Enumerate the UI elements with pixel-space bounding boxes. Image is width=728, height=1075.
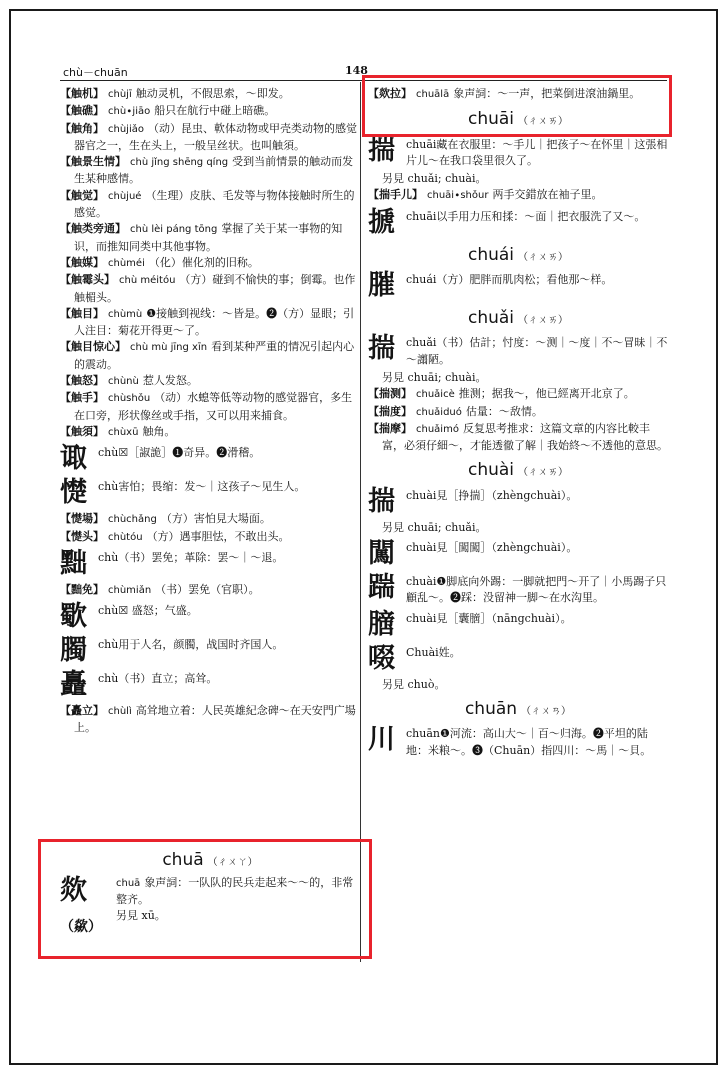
definition-text: ❶接触到视线：～皆是。❷（方）显眼；引人注目：菊花开得更～了。: [74, 306, 355, 338]
pinyin: chùxū: [108, 426, 139, 438]
headword-block: [368, 333, 668, 368]
dictionary-entry: [60, 121, 357, 155]
pinyin: chù méitóu: [119, 275, 176, 287]
dictionary-entry: [60, 703, 357, 737]
pinyin: chùmù: [108, 308, 143, 320]
section-pinyin: chuái: [467, 244, 515, 265]
column-divider: [360, 82, 361, 962]
headword-block: [368, 270, 668, 302]
definition-text: （书）估計；忖度：～测｜～度｜不～冒昧｜不～譾陋。: [406, 336, 668, 366]
headword-block: [60, 635, 357, 667]
dictionary-entry: [60, 272, 357, 306]
entry-headword: 【揣手儿】: [368, 188, 423, 202]
definition: [406, 724, 668, 759]
definition-text: 触角。: [142, 424, 176, 438]
left-column: [60, 86, 357, 737]
definition-text: ☒［諔詭］❶奇异。❷滑稽。: [118, 446, 261, 460]
headword-char: 诹: [60, 443, 87, 475]
pinyin: chuài: [406, 575, 437, 589]
definition-text: （书）直立；高耸。: [118, 672, 218, 686]
headword-block: [60, 477, 357, 509]
section-zhuyin: （ㄔㄨㄞ）: [518, 251, 569, 263]
headword-char: 矗: [60, 669, 87, 701]
section-zhuyin: （ㄔㄨㄢ）: [521, 705, 572, 717]
dictionary-entry: [368, 404, 668, 421]
pinyin: chuái: [406, 273, 437, 287]
entry-headword: 【触目】: [60, 306, 104, 320]
definition: [406, 538, 668, 556]
pinyin: chùméi: [108, 257, 145, 269]
entry-headword: 【触怒】: [60, 374, 104, 388]
right-column: [368, 86, 668, 761]
pinyin: chùnù: [108, 376, 139, 388]
definition: [406, 486, 668, 504]
definition-text: 見［挣揣］（zhèngchuài）。: [436, 488, 578, 502]
headword-char: 揣: [368, 134, 395, 166]
pinyin: chuǎiduó: [416, 406, 462, 418]
definition: [98, 548, 357, 566]
pinyin: chù: [98, 480, 119, 494]
entry-headword: 【揣测】: [368, 387, 412, 401]
entry-headword: 【揣摩】: [368, 421, 412, 435]
entry-headword: 【黜免】: [60, 582, 104, 596]
definition-text: （化）催化剂的旧称。: [148, 255, 259, 269]
entry-headword: 【触目惊心】: [60, 340, 126, 354]
dictionary-entry: [368, 187, 668, 204]
dictionary-entry: 【欻拉】 chuālā 象声詞：～一声，把菜倒进滾油鍋里。: [368, 87, 641, 100]
dictionary-entry: [368, 386, 668, 403]
entry-headword: 【矗立】: [60, 704, 104, 718]
definition-text: 害怕；畏缩：发～｜这孩子～见生人。: [118, 480, 306, 494]
dictionary-entry: [60, 154, 357, 188]
entry-headword: 【触媒】: [60, 255, 104, 269]
pinyin: chuǎimó: [416, 423, 459, 435]
pinyin: chùtóu: [108, 531, 143, 543]
definition-text: 船只在航行中碰上暗礁。: [154, 104, 276, 118]
definition-text: 姓。: [438, 645, 461, 659]
definition-text: 估量：～敌情。: [465, 404, 543, 418]
pinyin: chù mù jīng xīn: [130, 342, 208, 354]
pinyin: chuǎicè: [416, 389, 455, 401]
pinyin: chuài: [406, 611, 437, 625]
entry-headword: 【触类旁通】: [60, 222, 126, 236]
entry-headword: 【触須】: [60, 424, 104, 438]
pinyin: Chuài: [406, 645, 439, 659]
definition: [98, 443, 357, 461]
definition: [98, 477, 357, 495]
definition-text: 見［囊膪］（nāngchuài）。: [436, 611, 572, 625]
section-pinyin: chuǎi: [467, 308, 515, 329]
definition: [406, 207, 668, 225]
definition-text: （动）昆虫、軟体动物或甲壳类动物的感觉器官之一，生在头上，一般呈丝状。也叫触須。: [74, 121, 357, 152]
headword-char: 揣: [368, 485, 395, 517]
pinyin: chù∙jiāo: [108, 106, 151, 118]
definition-text: 藏在衣服里：～手儿｜把孩子～在怀里｜这張相片儿～在我口袋里很久了。: [406, 137, 668, 167]
page-number: 148: [345, 64, 368, 77]
definition-text: ☒ 盛怒；气盛。: [118, 604, 198, 618]
definition: [406, 135, 668, 170]
definition: [406, 333, 668, 368]
pinyin: chùmiǎn: [108, 584, 152, 596]
section-heading: [368, 244, 668, 266]
pinyin: chù: [98, 550, 119, 564]
definition-text: 两手交錯放在袖子里。: [492, 188, 603, 202]
headword-char: 川: [368, 724, 395, 756]
headword-char: 膗: [368, 270, 395, 302]
headword-block: [368, 643, 668, 675]
entry-headword: 【触觉】: [60, 188, 104, 202]
headword-block: [368, 538, 668, 570]
headword-char: 闖: [368, 538, 395, 570]
definition-text: （书）罢免（官职）。: [155, 582, 260, 596]
pinyin: chù lèi páng tōng: [130, 224, 218, 236]
pinyin: chù: [98, 446, 119, 460]
pinyin: chuāi: [406, 137, 437, 151]
definition: [98, 635, 357, 653]
headword-char: 膪: [368, 608, 395, 640]
headword-char: 歜: [60, 601, 87, 633]
section-pinyin: chuāi: [467, 109, 515, 130]
dictionary-entry: [60, 582, 357, 599]
definition-text: （动）水螅等低等动物的感觉器官，多生在口旁，形状像丝或手指，又可以用来捕食。: [74, 391, 353, 422]
definition-text: （方）碰到不愉快的事；倒霉。也作触楣头。: [74, 273, 356, 304]
definition-text: （方）害怕見大場面。: [160, 512, 271, 526]
dictionary-entry: [60, 188, 357, 222]
entry-headword: 【触礁】: [60, 104, 104, 118]
pinyin: chùshǒu: [108, 393, 151, 405]
dictionary-entry: [60, 103, 357, 120]
section-heading: [368, 698, 668, 720]
definition-text: 掌握了关于某一事物的知识，而推知同类中其他事物。: [74, 222, 343, 253]
pinyin: chùlì: [108, 706, 132, 718]
definition-text: 用于人名，颜臅，战国时齐国人。: [118, 638, 284, 652]
definition-text: 反复思考推求：这篇文章的内容比較丰富，必須仔細～，才能透徹了解｜我始終～不透他的意思。: [382, 421, 668, 453]
dictionary-entry: [60, 221, 357, 255]
pinyin: chùchǎng: [108, 514, 157, 526]
pinyin: chùjī: [108, 89, 132, 100]
pinyin: chuǎi: [406, 336, 437, 350]
definition: [406, 270, 668, 288]
entry-headword: 【触机】: [60, 87, 104, 100]
pinyin: chùjué: [108, 190, 142, 202]
headword-block: [60, 443, 357, 475]
headword-char: 黜: [60, 547, 87, 579]
pinyin: chuān: [406, 727, 440, 741]
definition-text: 触动灵机，不假思索，～即发。: [135, 87, 290, 100]
definition: [406, 572, 668, 607]
dictionary-entry: [60, 255, 357, 272]
section-zhuyin: （ㄔㄨㄞ）: [518, 116, 569, 128]
dictionary-entry: [60, 390, 357, 424]
headword-char: 臅: [60, 635, 87, 667]
pinyin: chù: [98, 672, 119, 686]
definition-text: 惹人发怒。: [142, 374, 198, 388]
section-heading: [368, 310, 668, 329]
dictionary-entry: [60, 511, 357, 528]
definition: [406, 609, 668, 627]
see-also: 另見 chuǎi; chuài。: [382, 172, 487, 186]
definition-text: 見［闖闖］（zhèngchuài）。: [436, 541, 578, 555]
section-pinyin: chuān: [464, 698, 518, 719]
definition-text: ❶河流：高山大～｜百～归海。❷平坦的陆地：米粮～。❸（Chuān）指四川：～馬｜～貝。: [406, 727, 652, 757]
highlight-box: [362, 75, 672, 137]
definition-text: （方）遇事胆怯，不敢出头。: [146, 529, 290, 543]
headword-char: 搋: [368, 206, 395, 238]
headword-char: 揣: [368, 333, 395, 365]
dictionary-entry: [368, 421, 668, 455]
definition-text: 高耸地立着：人民英雄紀念碑～在天安門广場上。: [74, 704, 356, 735]
headword-block: [368, 135, 668, 170]
definition-text: 受到当前情景的触动而发生某种感情。: [74, 155, 354, 186]
definition-text: （书）罢免；革除：罢～｜～退。: [118, 550, 284, 564]
headword-char: 憷: [60, 477, 87, 509]
see-also: 另見 chuāi; chuǎi。: [382, 520, 487, 534]
section-zhuyin: （ㄔㄨㄞ）: [518, 467, 569, 479]
definition-text: （方）肥胖而肌肉松；看他那～样。: [436, 273, 613, 287]
headword-block: [60, 548, 357, 580]
definition-text: ❶脚底向外踢：一脚就把門～开了｜小馬踢子只顧乱～。❷踩：没留神一脚～在水沟里。: [406, 575, 667, 605]
dictionary-entry: [60, 339, 357, 373]
pinyin: chuài: [406, 488, 437, 502]
section-heading: [368, 462, 668, 481]
section-zhuyin: （ㄔㄨㄞ）: [518, 315, 569, 327]
pinyin: chuài: [406, 541, 437, 555]
running-header: chù－chuān: [63, 66, 128, 79]
entry-headword: 【触手】: [60, 391, 104, 405]
see-also: 另見 chuò。: [382, 677, 446, 691]
entry-headword: 【憷場】: [60, 512, 104, 526]
headword-block: [60, 669, 357, 701]
headword-char: 欻（歘）: [60, 875, 102, 935]
pinyin: chù: [98, 638, 119, 652]
definition: chuā 象声詞：一队队的民兵走起来～～的，非常整齐。: [116, 876, 354, 906]
definition: [98, 601, 357, 619]
see-also: 另見 chuāi; chuài。: [382, 370, 487, 384]
definition: [406, 643, 668, 661]
pinyin: chuāi: [406, 209, 437, 223]
dictionary-entry: [60, 529, 357, 546]
headword-char: 踹: [368, 572, 395, 604]
pinyin: chù jǐng shēng qíng: [130, 157, 229, 169]
entry-headword: 【触景生情】: [60, 155, 126, 169]
entry-headword: 【揣度】: [368, 404, 412, 418]
headword-block: [368, 572, 668, 607]
section-pinyin: chuài: [467, 460, 515, 481]
definition-text: 推测；据我～，他已經离开北京了。: [458, 387, 635, 401]
headword-block: [368, 207, 668, 239]
headword-block: [368, 724, 668, 759]
dictionary-entry: [60, 306, 357, 340]
see-also: 另見 xū。: [116, 909, 166, 922]
definition: [98, 669, 357, 687]
entry-headword: 【触霉头】: [60, 273, 115, 287]
section-heading-chua: chuā （ㄔㄨㄚ）: [162, 850, 258, 870]
headword-block: [60, 601, 357, 633]
headword-block: [368, 609, 668, 641]
pinyin: chuāi∙shǒur: [427, 190, 489, 202]
dictionary-entry: [60, 373, 357, 390]
definition-text: 以手用力压和揉：～面｜把衣服洗了又～。: [436, 209, 646, 223]
entry-headword: 【憷头】: [60, 529, 104, 543]
entry-headword: 【触角】: [60, 121, 104, 135]
headword-char: 啜: [368, 642, 395, 674]
pinyin: chù: [98, 604, 119, 618]
pinyin: chùjiǎo: [108, 123, 144, 135]
dictionary-entry: [60, 424, 357, 441]
definition-text: 看到某种严重的情况引起内心的震动。: [74, 340, 355, 371]
highlight-box: [38, 839, 372, 959]
headword-block: [368, 486, 668, 518]
dictionary-entry: [60, 86, 357, 103]
definition-text: （生理）皮肤、毛发等与物体接触时所生的感觉。: [74, 188, 355, 220]
